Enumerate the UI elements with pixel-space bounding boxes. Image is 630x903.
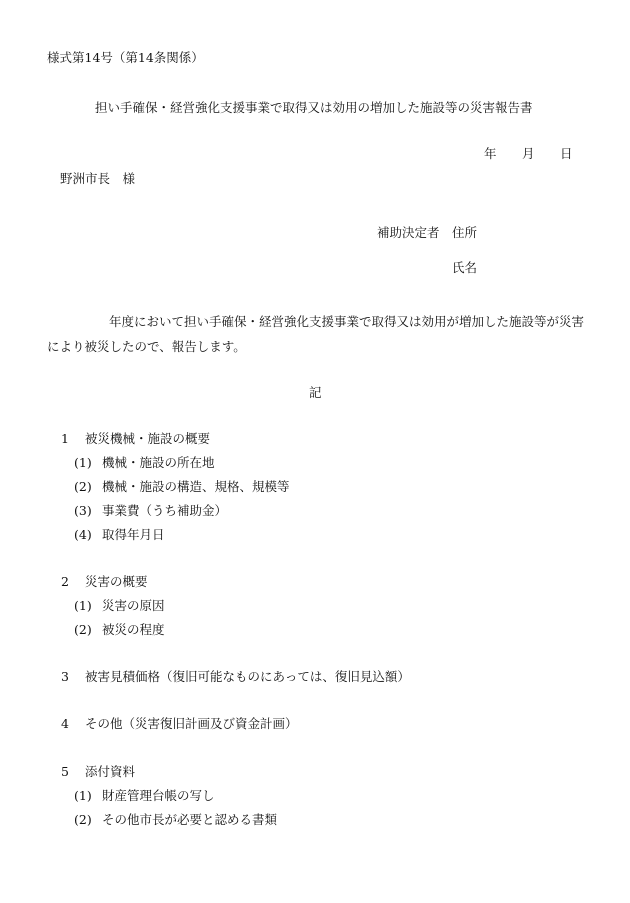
addressee: 野洲市長 様 bbox=[60, 171, 136, 186]
item-number: (1) bbox=[74, 455, 92, 470]
date-year-label: 年 bbox=[484, 146, 497, 161]
body-line-1: 年度において担い手確保・経営強化支援事業で取得又は効用が増加した施設等が災害 bbox=[109, 314, 585, 329]
section-3-heading bbox=[61, 671, 410, 684]
section-number: 2 bbox=[61, 574, 69, 589]
section-1-item-1 bbox=[74, 457, 215, 470]
section-2-item-2 bbox=[74, 624, 165, 637]
applicant-label: 補助決定者 bbox=[377, 225, 440, 240]
section-5-item-2 bbox=[74, 814, 277, 827]
item-text: 財産管理台帳の写し bbox=[102, 788, 215, 803]
item-text: 取得年月日 bbox=[102, 527, 165, 542]
item-number: (1) bbox=[74, 598, 92, 613]
section-5-item-1 bbox=[74, 790, 215, 803]
item-number: (2) bbox=[74, 622, 92, 637]
section-title: 災害の概要 bbox=[85, 574, 148, 589]
item-number: (2) bbox=[74, 479, 92, 494]
section-1-heading bbox=[61, 433, 210, 446]
section-title: 被害見積価格（復旧可能なものにあっては、復旧見込額） bbox=[85, 669, 410, 684]
item-number: (4) bbox=[74, 527, 92, 542]
item-text: 災害の原因 bbox=[102, 598, 165, 613]
section-number: 5 bbox=[61, 764, 69, 779]
section-2-item-1 bbox=[74, 600, 165, 613]
date-month-label: 月 bbox=[522, 146, 535, 161]
document-title: 担い手確保・経営強化支援事業で取得又は効用の増加した施設等の災害報告書 bbox=[95, 100, 533, 115]
section-1-item-4 bbox=[74, 529, 165, 542]
date-day-label: 日 bbox=[560, 146, 573, 161]
item-text: 機械・施設の構造、規格、規模等 bbox=[102, 479, 290, 494]
name-label: 氏名 bbox=[452, 260, 478, 275]
section-title: 添付資料 bbox=[85, 764, 136, 779]
section-1-item-3 bbox=[74, 505, 227, 518]
address-label: 住所 bbox=[452, 225, 478, 240]
item-number: (1) bbox=[74, 788, 92, 803]
item-text: 被災の程度 bbox=[102, 622, 165, 637]
section-number: 4 bbox=[61, 716, 69, 731]
section-number: 3 bbox=[61, 669, 69, 684]
item-number: (3) bbox=[74, 503, 92, 518]
section-title: 被災機械・施設の概要 bbox=[85, 431, 211, 446]
section-4-heading bbox=[61, 718, 298, 731]
form-number: 様式第14号（第14条関係） bbox=[47, 50, 204, 65]
item-text: 機械・施設の所在地 bbox=[102, 455, 215, 470]
body-line-2: により被災したので、報告します。 bbox=[47, 339, 246, 354]
section-number: 1 bbox=[61, 431, 69, 446]
ki-heading: 記 bbox=[309, 385, 322, 400]
section-1-item-2 bbox=[74, 481, 290, 494]
section-title: その他（災害復旧計画及び資金計画） bbox=[85, 716, 298, 731]
section-5-heading bbox=[61, 766, 135, 779]
section-2-heading bbox=[61, 576, 148, 589]
item-text: 事業費（うち補助金） bbox=[102, 503, 228, 518]
item-text: その他市長が必要と認める書類 bbox=[102, 812, 278, 827]
item-number: (2) bbox=[74, 812, 92, 827]
